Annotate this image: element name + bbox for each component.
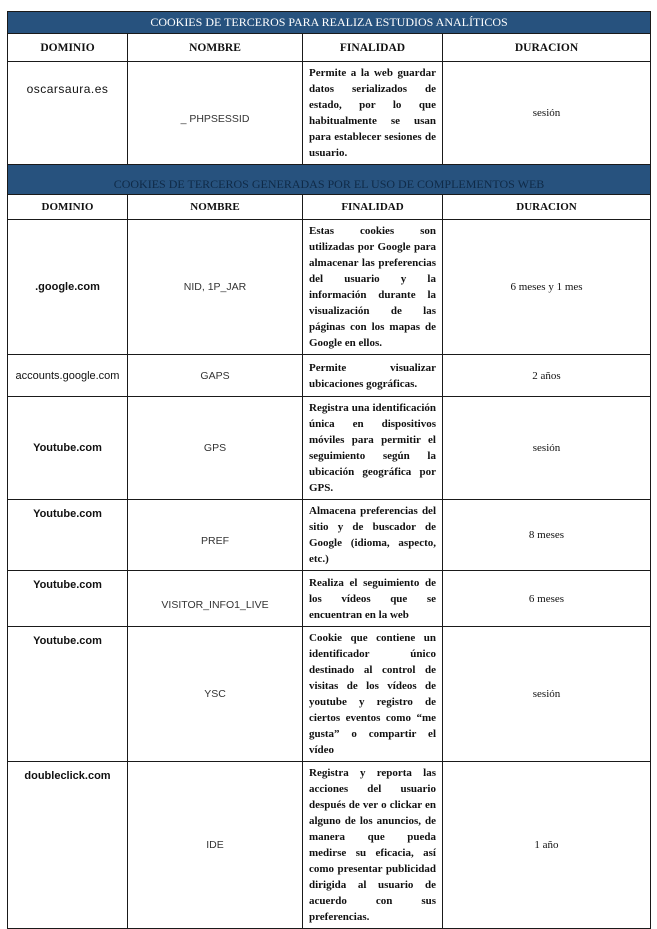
table-row [8, 397, 651, 500]
section-1-header-row [8, 34, 651, 62]
section-1-title-row [8, 12, 651, 34]
cell-nombre: VISITOR_INFO1_LIVE [128, 571, 303, 627]
table-row [8, 62, 651, 165]
cell-finalidad: Registra una identificación única en dispositivos móviles para permitir el seguimiento según la ubicación geográfica por GPS. [303, 397, 443, 500]
cell-nombre: IDE [128, 762, 303, 929]
cell-duracion: 6 meses [443, 571, 651, 627]
cell-finalidad: Estas cookies son utilizadas por Google para almacenar las preferencias del usuario y la información durante la visualización de las páginas con los mapas de Google en ellos. [303, 220, 443, 355]
cell-nombre: GPS [128, 397, 303, 500]
cell-dominio: Youtube.com [8, 397, 128, 500]
cell-finalidad: Permite visualizar ubicaciones gográficas. [303, 355, 443, 397]
table-row [8, 500, 651, 571]
header-duracion: DURACION [443, 195, 651, 220]
cell-duracion: sesión [443, 62, 651, 165]
header-nombre: NOMBRE [128, 195, 303, 220]
cookies-table [7, 11, 651, 929]
cell-nombre: NID, 1P_JAR [128, 220, 303, 355]
cell-nombre: _ PHPSESSID [128, 62, 303, 165]
cell-nombre: YSC [128, 627, 303, 762]
section-2-header-row [8, 195, 651, 220]
header-finalidad: FINALIDAD [303, 34, 443, 62]
table-row [8, 220, 651, 355]
cell-dominio: doubleclick.com [8, 762, 128, 929]
cell-dominio: Youtube.com [8, 500, 128, 571]
cell-dominio: .google.com [8, 220, 128, 355]
cell-finalidad: Registra y reporta las acciones del usuario después de ver o clickar en alguno de los anuncios, de manera que pueda medirse su eficacia, así como presentar publicidad dirigida al usuario de acuerdo con sus preferencias. [303, 762, 443, 929]
section-2-title-row [8, 165, 651, 195]
table-row [8, 627, 651, 762]
cell-nombre: PREF [128, 500, 303, 571]
cell-duracion: 1 año [443, 762, 651, 929]
cell-finalidad: Realiza el seguimiento de los vídeos que se encuentran en la web [303, 571, 443, 627]
cell-dominio: Youtube.com [8, 627, 128, 762]
cell-finalidad: Permite a la web guardar datos serializados de estado, por lo que habitualmente se usan para establecer sesiones de usuario. [303, 62, 443, 165]
section-2-title: COOKIES DE TERCEROS GENERADAS POR EL USO DE COMPLEMENTOS WEB [8, 165, 651, 195]
cell-nombre: GAPS [128, 355, 303, 397]
section-1-title: COOKIES DE TERCEROS PARA REALIZA ESTUDIOS ANALÍTICOS [8, 12, 651, 34]
header-dominio: DOMINIO [8, 34, 128, 62]
cell-dominio: oscarsaura.es [8, 62, 128, 165]
header-duracion: DURACION [443, 34, 651, 62]
cell-duracion: sesión [443, 627, 651, 762]
table-row [8, 762, 651, 929]
header-nombre: NOMBRE [128, 34, 303, 62]
cell-duracion: 6 meses y 1 mes [443, 220, 651, 355]
header-finalidad: FINALIDAD [303, 195, 443, 220]
cell-duracion: 8 meses [443, 500, 651, 571]
cell-duracion: sesión [443, 397, 651, 500]
table-row [8, 355, 651, 397]
cell-finalidad: Almacena preferencias del sitio y de buscador de Google (idioma, aspecto, etc.) [303, 500, 443, 571]
cell-dominio: accounts.google.com [8, 355, 128, 397]
table-row [8, 571, 651, 627]
cell-finalidad: Cookie que contiene un identificador único destinado al control de visitas de los vídeos de youtube y registro de ciertos eventos como “me gusta” o compartir el vídeo [303, 627, 443, 762]
cell-duracion: 2 años [443, 355, 651, 397]
cell-dominio: Youtube.com [8, 571, 128, 627]
header-dominio: DOMINIO [8, 195, 128, 220]
